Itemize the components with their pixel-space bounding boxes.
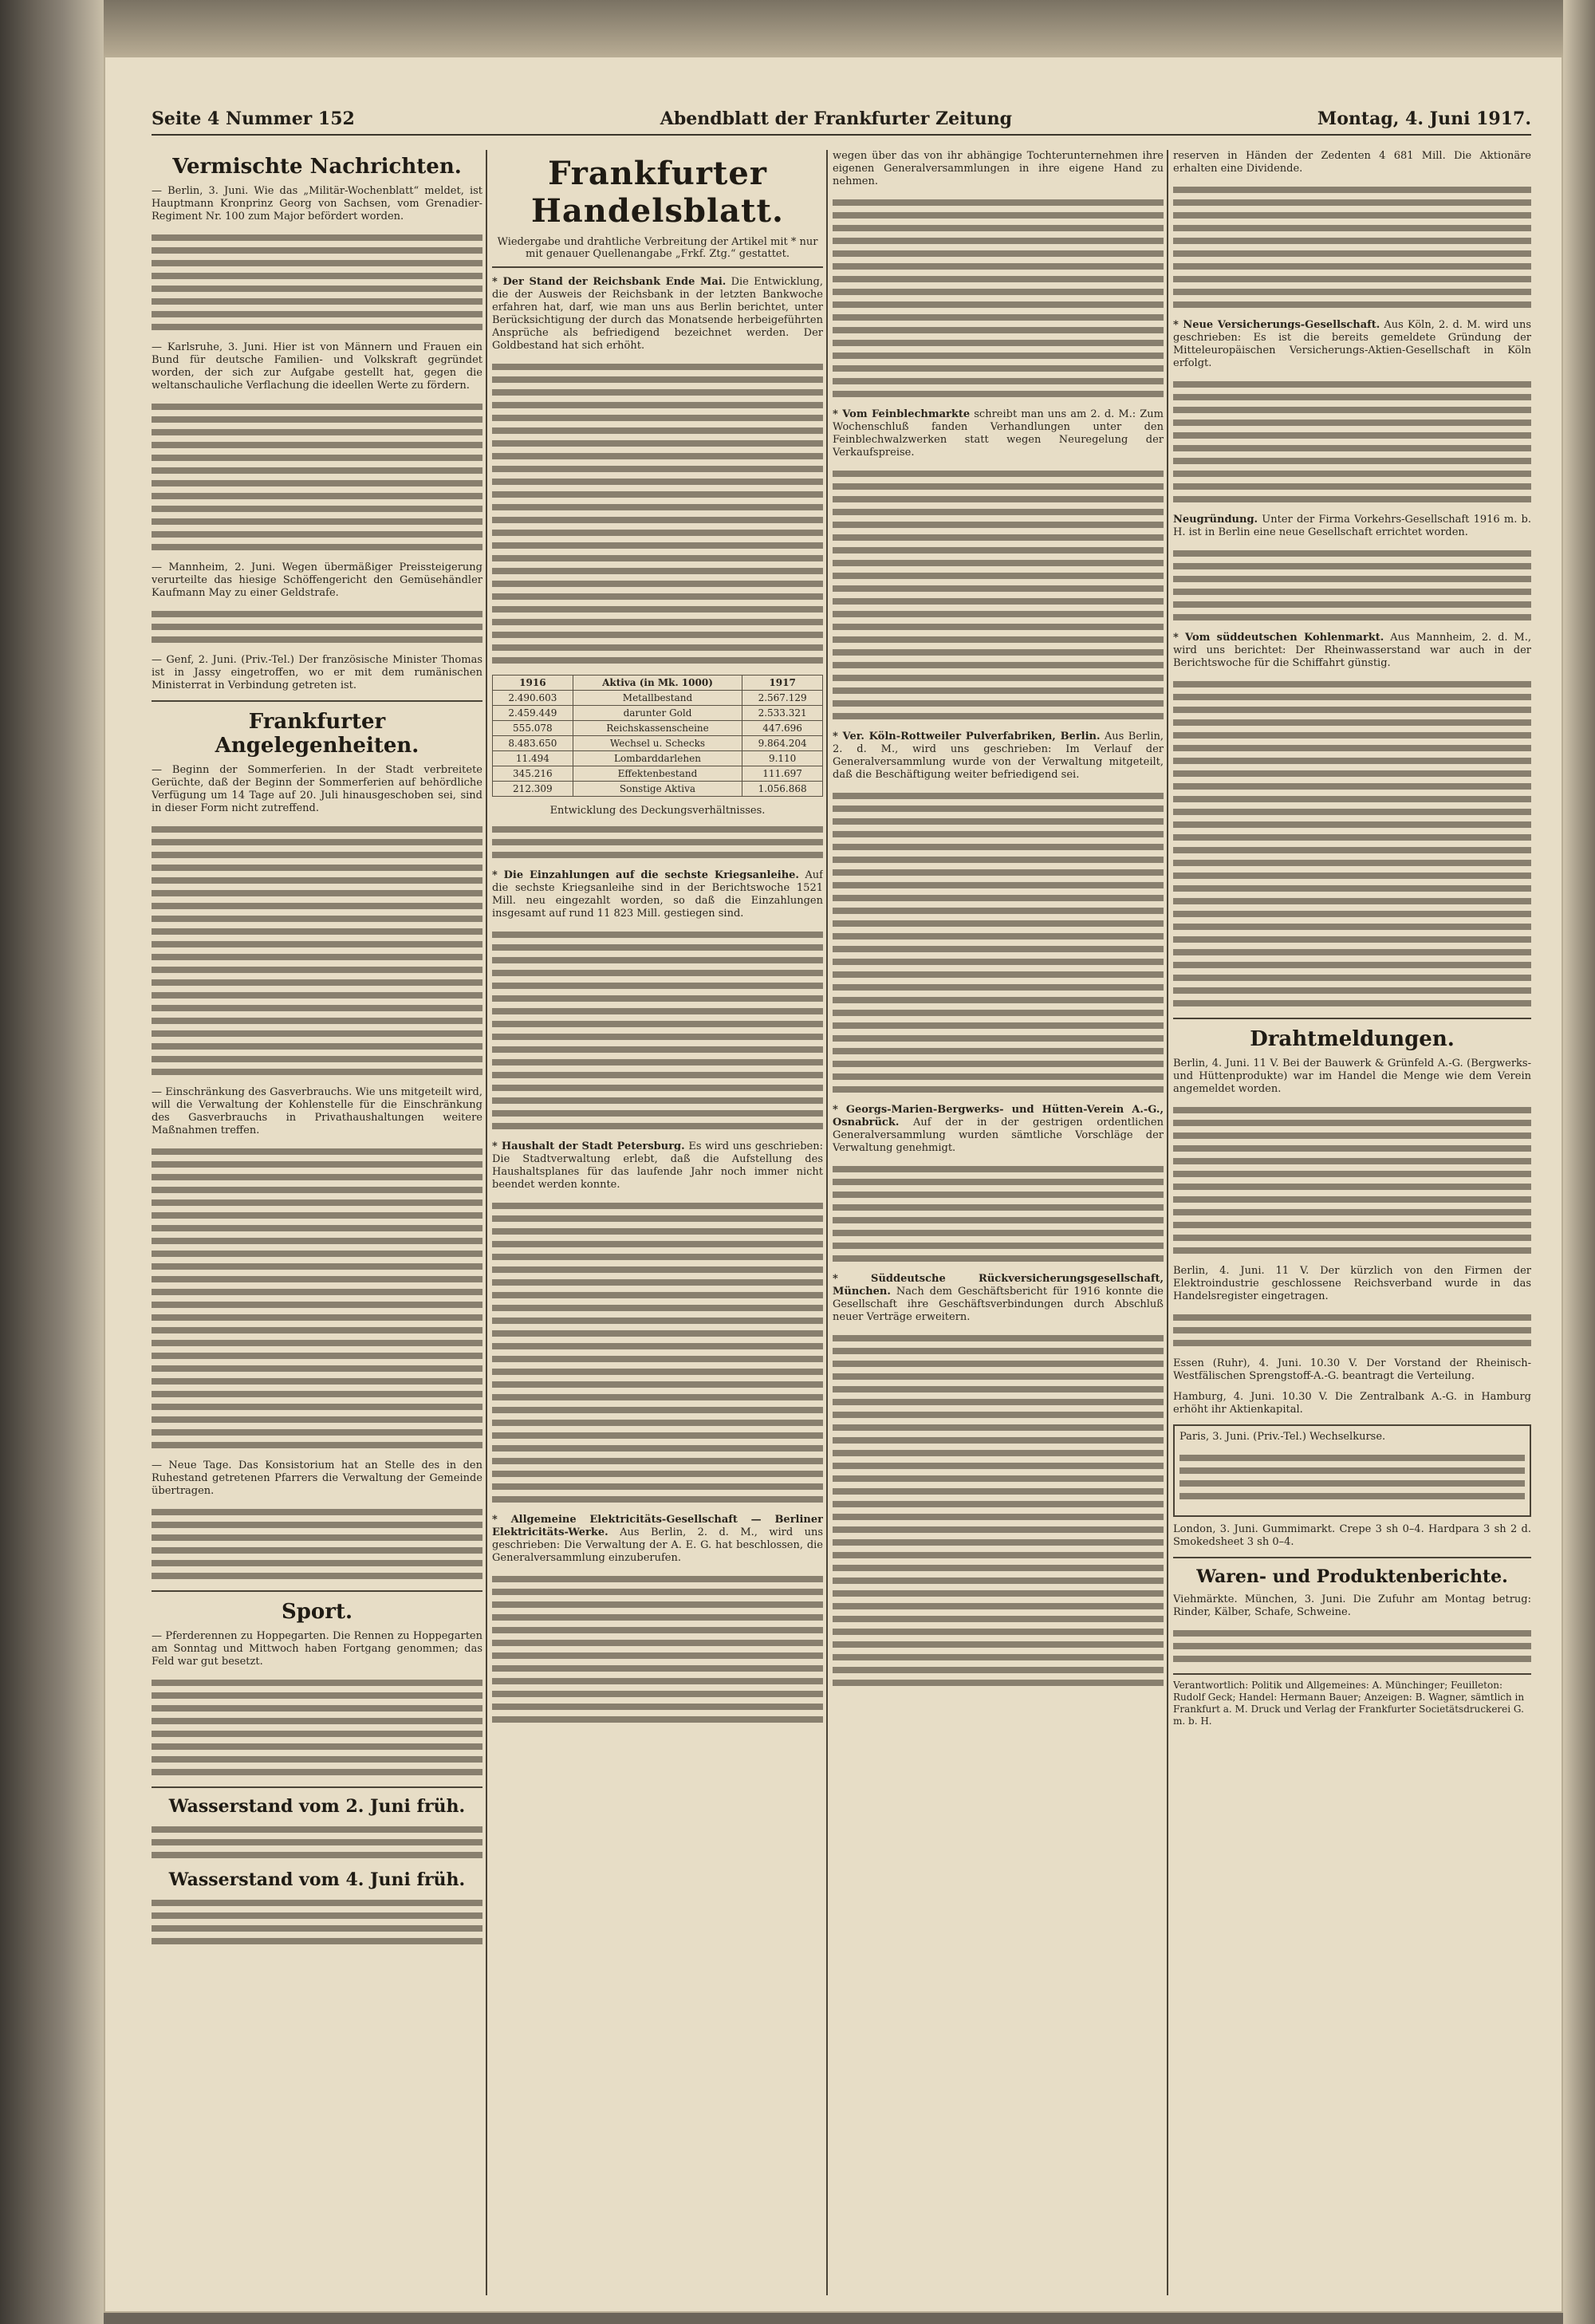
text-lines: [152, 608, 482, 646]
section-heading: Vermischte Nachrichten.: [172, 155, 462, 179]
issue-date: Montag, 4. Juni 1917.: [1317, 108, 1531, 129]
text-lines: [833, 1332, 1164, 1689]
article-text: [833, 1273, 1164, 1324]
text-lines: [1173, 378, 1531, 506]
text-lines: [492, 928, 823, 1132]
article-body: Aus Berlin, 2. d. M., wird uns geschrieben: Im Verlauf der Generalversammlung wurde von der Verwaltung mitgeteilt, daß die Beschäftigung weiter befriedigend sei.: [833, 731, 1164, 781]
table-header: 1916: [493, 676, 573, 691]
text-lines: [1180, 1452, 1525, 1503]
article-text: [1173, 319, 1531, 370]
article-text: Berlin, 4. Juni. 11 V. Der kürzlich von den Firmen der Elektroindustrie geschlossene Reichsverband wurde in das Handelsregister eingetragen.: [1173, 1265, 1531, 1302]
table-row: 2.459.449 darunter Gold 2.533.321: [493, 706, 823, 721]
article-title: * Vom süddeutschen Kohlenmarkt.: [1173, 632, 1384, 644]
newspaper-page: [104, 56, 1563, 2313]
article-body: Aus Köln, 2. d. M. wird uns geschrieben: Es ist die bereits gemeldete Gründung der Mitteleuropäischen Versicherungs-Aktien-Gesellschaft in Köln erfolgt.: [1173, 319, 1531, 369]
article-text: Berlin, 4. Juni. 11 V. Bei der Bauwerk & Grünfeld A.-G. (Bergwerks- und Hüttenprodukte) war im Handel die Menge wie dem Verein angemeldet worden.: [1173, 1058, 1531, 1095]
article-text: reserven in Händen der Zedenten 4 681 Mill. Die Aktionäre erhalten eine Dividende.: [1173, 150, 1531, 175]
column-4: [1173, 150, 1531, 2295]
article-text: [492, 1514, 823, 1565]
exchange-rate-box: [1173, 1424, 1531, 1517]
text-lines: [152, 1897, 482, 1948]
article-text: [1173, 632, 1531, 670]
article-title: * Georgs-Marien-Bergwerks- und Hütten-Verein A.-G., Osnabrück.: [833, 1104, 1164, 1129]
text-lines: [152, 231, 482, 333]
text-lines: [492, 1573, 823, 1726]
text-lines: [1173, 547, 1531, 624]
article-text: Hamburg, 4. Juni. 10.30 V. Die Zentralbank A.-G. in Hamburg erhöht ihr Aktienkapital.: [1173, 1391, 1531, 1416]
article-text: [492, 869, 823, 920]
article-body: schreibt man uns am 2. d. M.: Zum Wochenschluß fanden Verhandlungen unter den Feinblechwalzwerken statt wegen Neuregelung der Verkaufspreise.: [833, 408, 1164, 459]
text-lines: [833, 790, 1164, 1096]
table-header: 1917: [742, 676, 823, 691]
column-1: [152, 150, 482, 2295]
divider: [492, 266, 823, 268]
divider: [1173, 1018, 1531, 1019]
text-lines: [152, 1506, 482, 1582]
page-top-edge: [104, 0, 1563, 56]
text-lines: [152, 1145, 482, 1452]
section-heading: Drahtmeldungen.: [1250, 1027, 1455, 1051]
column-rule: [826, 150, 828, 2295]
newspaper-title: Abendblatt der Frankfurter Zeitung: [660, 108, 1012, 129]
article-body: Auf die sechste Kriegsanleihe sind in der Berichtswoche 1521 Mill. neu eingezahlt worden, so daß die Einzahlungen insgesamt auf rund 11 823 Mill. gestiegen sind.: [492, 869, 823, 920]
table-row: 11.494 Lombarddarlehen 9.110: [493, 751, 823, 766]
article-title: * Die Einzahlungen auf die sechste Kriegsanleihe.: [492, 869, 799, 881]
page-right-edge: [1563, 0, 1595, 2324]
text-lines: [152, 1823, 482, 1861]
article-text: — Pferderennen zu Hoppegarten. Die Rennen zu Hoppegarten am Sonntag und Mittwoch haben Fortgang genommen; das Feld war gut besetzt.: [152, 1630, 482, 1668]
text-lines: [492, 1199, 823, 1506]
article-text: [833, 408, 1164, 459]
column-rule: [486, 150, 487, 2295]
table-row: 555.078 Reichskassenscheine 447.696: [493, 721, 823, 736]
text-lines: [833, 1163, 1164, 1265]
article-title: * Haushalt der Stadt Petersburg.: [492, 1140, 685, 1152]
article-text: [492, 1140, 823, 1192]
article-text: Paris, 3. Juni. (Priv.-Tel.) Wechselkurse.: [1180, 1431, 1386, 1443]
divider: [152, 1590, 482, 1592]
article-text: — Berlin, 3. Juni. Wie das „Militär-Wochenblatt“ meldet, ist Hauptmann Kronprinz Georg von Sachsen, vom Grenadier-Regiment Nr. 100 zum Major befördert worden.: [152, 185, 482, 223]
column-3: [833, 150, 1164, 2295]
article-body: Auf der in der gestrigen ordentlichen Generalversammlung wurden sämtliche Vorschläge der Verwaltung genehmigt.: [833, 1117, 1164, 1154]
article-text: — Genf, 2. Juni. (Priv.-Tel.) Der französische Minister Thomas ist in Jassy eingetroffen, wo er mit dem rumänischen Ministerrat in Verbindung getreten ist.: [152, 654, 482, 691]
divider: [152, 700, 482, 702]
text-lines: [152, 823, 482, 1078]
text-lines: [833, 467, 1164, 723]
article-title: * Allgemeine Elektricitäts-Gesellschaft — Berliner Elektricitäts-Werke.: [492, 1514, 823, 1538]
text-lines: [833, 196, 1164, 400]
text-lines: [492, 823, 823, 861]
article-body: Die Entwicklung, die der Ausweis der Reichsbank in der letzten Bankwoche erfahren hat, darf, wie man uns aus Berlin berichtet, unter Berücksichtigung der durch das Monatsende herbeigeführten Ansprüche als befriedigend bezeichnet werden. Der Goldbestand hat sich erhöht.: [492, 276, 823, 352]
article-text: wegen über das von ihr abhängige Tochterunternehmen ihre eigenen Generalversammlungen in ihre eigene Hand zu nehmen.: [833, 150, 1164, 187]
article-title: * Süddeutsche Rückversicherungsgesellschaft, München.: [833, 1273, 1164, 1298]
article-text: London, 3. Juni. Gummimarkt. Crepe 3 sh 0–4. Hardpara 3 sh 2 d. Smokedsheet 3 sh 0–4.: [1173, 1523, 1531, 1548]
section-heading: Frankfurter Handelsblatt.: [531, 155, 784, 230]
section-subheading: Wiedergabe und drahtliche Verbreitung der Artikel mit * nur mit genauer Quellenangabe „Frkf. Ztg.“ gestattet.: [497, 236, 818, 260]
reichsbank-table: [492, 675, 823, 797]
column-2: [492, 150, 823, 2295]
table-title: Entwicklung des Deckungsverhältnisses.: [549, 805, 766, 817]
text-lines: [1173, 1311, 1531, 1349]
article-text: — Karlsruhe, 3. Juni. Hier ist von Männern und Frauen ein Bund für deutsche Familien- und Volkskraft gegründet worden, der sich zur Aufgabe gestellt hat, gegen die weltanschauliche Verflachung die ideellen Werte zu fördern.: [152, 341, 482, 392]
text-lines: [1173, 1104, 1531, 1257]
book-binding: [0, 0, 104, 2324]
page-number: Seite 4 Nummer 152: [152, 108, 355, 129]
text-lines: [1173, 678, 1531, 1010]
article-body: Aus Mannheim, 2. d. M., wird uns berichtet: Der Rheinwasserstand war auch in der Berichtswoche für die Schiffahrt günstig.: [1173, 632, 1531, 669]
column-rule: [1167, 150, 1168, 2295]
text-lines: [152, 400, 482, 553]
article-title: * Neue Versicherungs-Gesellschaft.: [1173, 319, 1380, 331]
article-body: Es wird uns geschrieben: Die Stadtverwaltung erlebt, daß die Aufstellung des Haushaltsplanes für das laufende Jahr noch immer nicht beendet werden konnte.: [492, 1140, 823, 1191]
article-text: — Neue Tage. Das Konsistorium hat an Stelle des in den Ruhestand getretenen Pfarrers die Verwaltung der Gemeinde übertragen.: [152, 1459, 482, 1497]
text-lines: [1173, 183, 1531, 311]
divider: [152, 1786, 482, 1788]
article-body: Aus Berlin, 2. d. M., wird uns geschrieben: Die Verwaltung der A. E. G. hat beschlossen, die Generalversammlung einzuberufen.: [492, 1526, 823, 1564]
table-row: 345.216 Effektenbestand 111.697: [493, 766, 823, 782]
article-text: — Einschränkung des Gasverbrauchs. Wie uns mitgeteilt wird, will die Verwaltung der Kohlenstelle für die Einschränkung des Gasverbrauchs in Privathaushaltungen weitere Maßnahmen treffen.: [152, 1086, 482, 1136]
article-title: * Ver. Köln-Rottweiler Pulverfabriken, Berlin.: [833, 731, 1101, 742]
imprint: Verantwortlich: Politik und Allgemeines: A. Münchinger; Feuilleton: Rudolf Geck; Handel: Hermann Bauer; Anzeigen: B. Wagner, sämtlich in Frankfurt a. M. Druck und Verlag der Frankfurter Societätsdruckerei G. m. b. H.: [1173, 1673, 1531, 1727]
article-text: [833, 731, 1164, 782]
section-heading: Frankfurter Angelegenheiten.: [215, 710, 419, 758]
section-heading: Wasserstand vom 4. Juni früh.: [168, 1869, 466, 1890]
article-text: [833, 1104, 1164, 1155]
masthead: [152, 108, 1531, 136]
article-title: * Vom Feinblechmarkte: [833, 408, 971, 420]
article-text: — Beginn der Sommerferien. In der Stadt verbreitete Gerüchte, daß der Beginn der Sommerferien auf behördliche Verfügung um 14 Tage auf 20. Juli hinausgeschoben sei, sind in dieser Form nicht zutreffend.: [152, 764, 482, 814]
section-heading: Waren- und Produktenberichte.: [1196, 1566, 1508, 1587]
article-text: [1173, 514, 1531, 539]
section-heading: Wasserstand vom 2. Juni früh.: [168, 1796, 466, 1817]
divider: [1173, 1557, 1531, 1558]
section-heading: Sport.: [281, 1600, 353, 1624]
article-title: Neugründung.: [1173, 514, 1258, 526]
table-header: Aktiva (in Mk. 1000): [573, 676, 742, 691]
article-body: Unter der Firma Vorkehrs-Gesellschaft 1916 m. b. H. ist in Berlin eine neue Gesellschaft errichtet worden.: [1173, 514, 1531, 538]
table-row: 212.309 Sonstige Aktiva 1.056.868: [493, 782, 823, 797]
text-lines: [1173, 1627, 1531, 1665]
article-title: * Der Stand der Reichsbank Ende Mai.: [492, 276, 727, 288]
article-text: Essen (Ruhr), 4. Juni. 10.30 V. Der Vorstand der Rheinisch-Westfälischen Sprengstoff-A.-G. beantragt die Verteilung.: [1173, 1357, 1531, 1382]
article-body: Nach dem Geschäftsbericht für 1916 konnte die Gesellschaft ihre Geschäftsverbindungen durch Abschluß neuer Verträge erweitern.: [833, 1286, 1164, 1323]
article-text: Viehmärkte. München, 3. Juni. Die Zufuhr am Montag betrug: Rinder, Kälber, Schafe, Schweine.: [1173, 1593, 1531, 1618]
article-text: [492, 276, 823, 353]
text-lines: [492, 360, 823, 667]
table-row: 2.490.603 Metallbestand 2.567.129: [493, 691, 823, 706]
article-text: — Mannheim, 2. Juni. Wegen übermäßiger Preissteigerung verurteilte das hiesige Schöffengericht den Gemüsehändler Kaufmann May zu einer Geldstrafe.: [152, 561, 482, 599]
table-row: 8.483.650 Wechsel u. Schecks 9.864.204: [493, 736, 823, 751]
text-lines: [152, 1676, 482, 1778]
